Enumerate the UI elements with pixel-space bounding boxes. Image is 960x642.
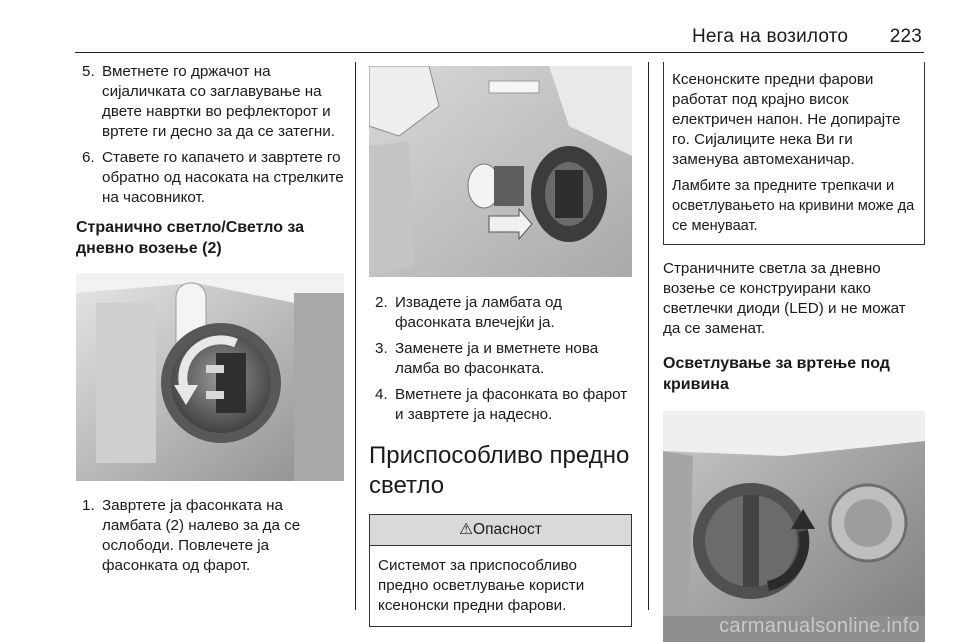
step-item: 3. Заменете ја и вметнете нова ламба во фасонката. <box>375 340 599 377</box>
column-1 <box>76 62 344 582</box>
watermark: carmanualsonline.info <box>719 615 920 637</box>
steps-list-top <box>76 62 344 208</box>
side-light-photo <box>76 273 344 481</box>
section-title: Приспособливо предно светло <box>369 442 630 499</box>
subheading-cornering-light: Осветлување за вртење под кривина <box>663 355 890 393</box>
step-item: 1. Завртете ја фасонката на ламбата (2) налево за да се ослободи. Повлечете ја фасонката од фарот. <box>82 497 301 574</box>
step-item: 6. Ставете го капачето и завртете го обратно од насоката на стрелките на часовникот. <box>82 149 344 206</box>
warning-note-2: Ламбите за предните трепкачи и осветлувањето на кривини може да се менуваат. <box>672 178 915 234</box>
step-item: 4. Вметнете ја фасонката во фарот и завртете ја надесно. <box>375 386 628 423</box>
warning-triangle-icon: ⚠ <box>459 521 474 538</box>
step-item: 2. Извадете ја ламбата од фасонката влечејќи ја. <box>375 294 562 331</box>
column-divider-1 <box>355 62 356 610</box>
column-divider-2 <box>648 62 649 610</box>
column-2 <box>369 62 632 627</box>
header-rule <box>75 52 924 53</box>
warning-box <box>369 514 632 627</box>
led-paragraph: Страничните светла за дневно возење се конструирани како светлечки диоди (LED) и не можат да се заменат. <box>663 260 906 337</box>
page-number: 223 <box>889 26 922 47</box>
warning-title: Опасност <box>473 521 542 538</box>
bulb-removal-photo <box>369 66 632 277</box>
subheading-side-light: Странично светло/Светло за дневно возење (2) <box>76 219 305 257</box>
warning-note-1: Ксенонските предни фарови работат под крајно висок електричен напон. Не допирајте го. Сијалиците нека Ви ги заменува автомеханичар. <box>672 71 901 168</box>
cornering-light-photo <box>663 411 925 642</box>
step-item: 5. Вметнете го држачот на сијаличката со заглавување на двете навртки во рефлекторот и вртете ги десно за да се затегни. <box>82 63 335 140</box>
steps-list-bottom <box>76 496 344 576</box>
steps-list <box>369 293 632 425</box>
page-header <box>692 26 922 48</box>
warning-header <box>370 515 631 546</box>
page-title: Нега на возилото <box>691 26 849 47</box>
column-3 <box>663 62 925 642</box>
warning-box-continued <box>663 62 925 245</box>
warning-text: Системот за приспособливо предно осветлување користи ксенонски предни фарови. <box>378 557 585 614</box>
